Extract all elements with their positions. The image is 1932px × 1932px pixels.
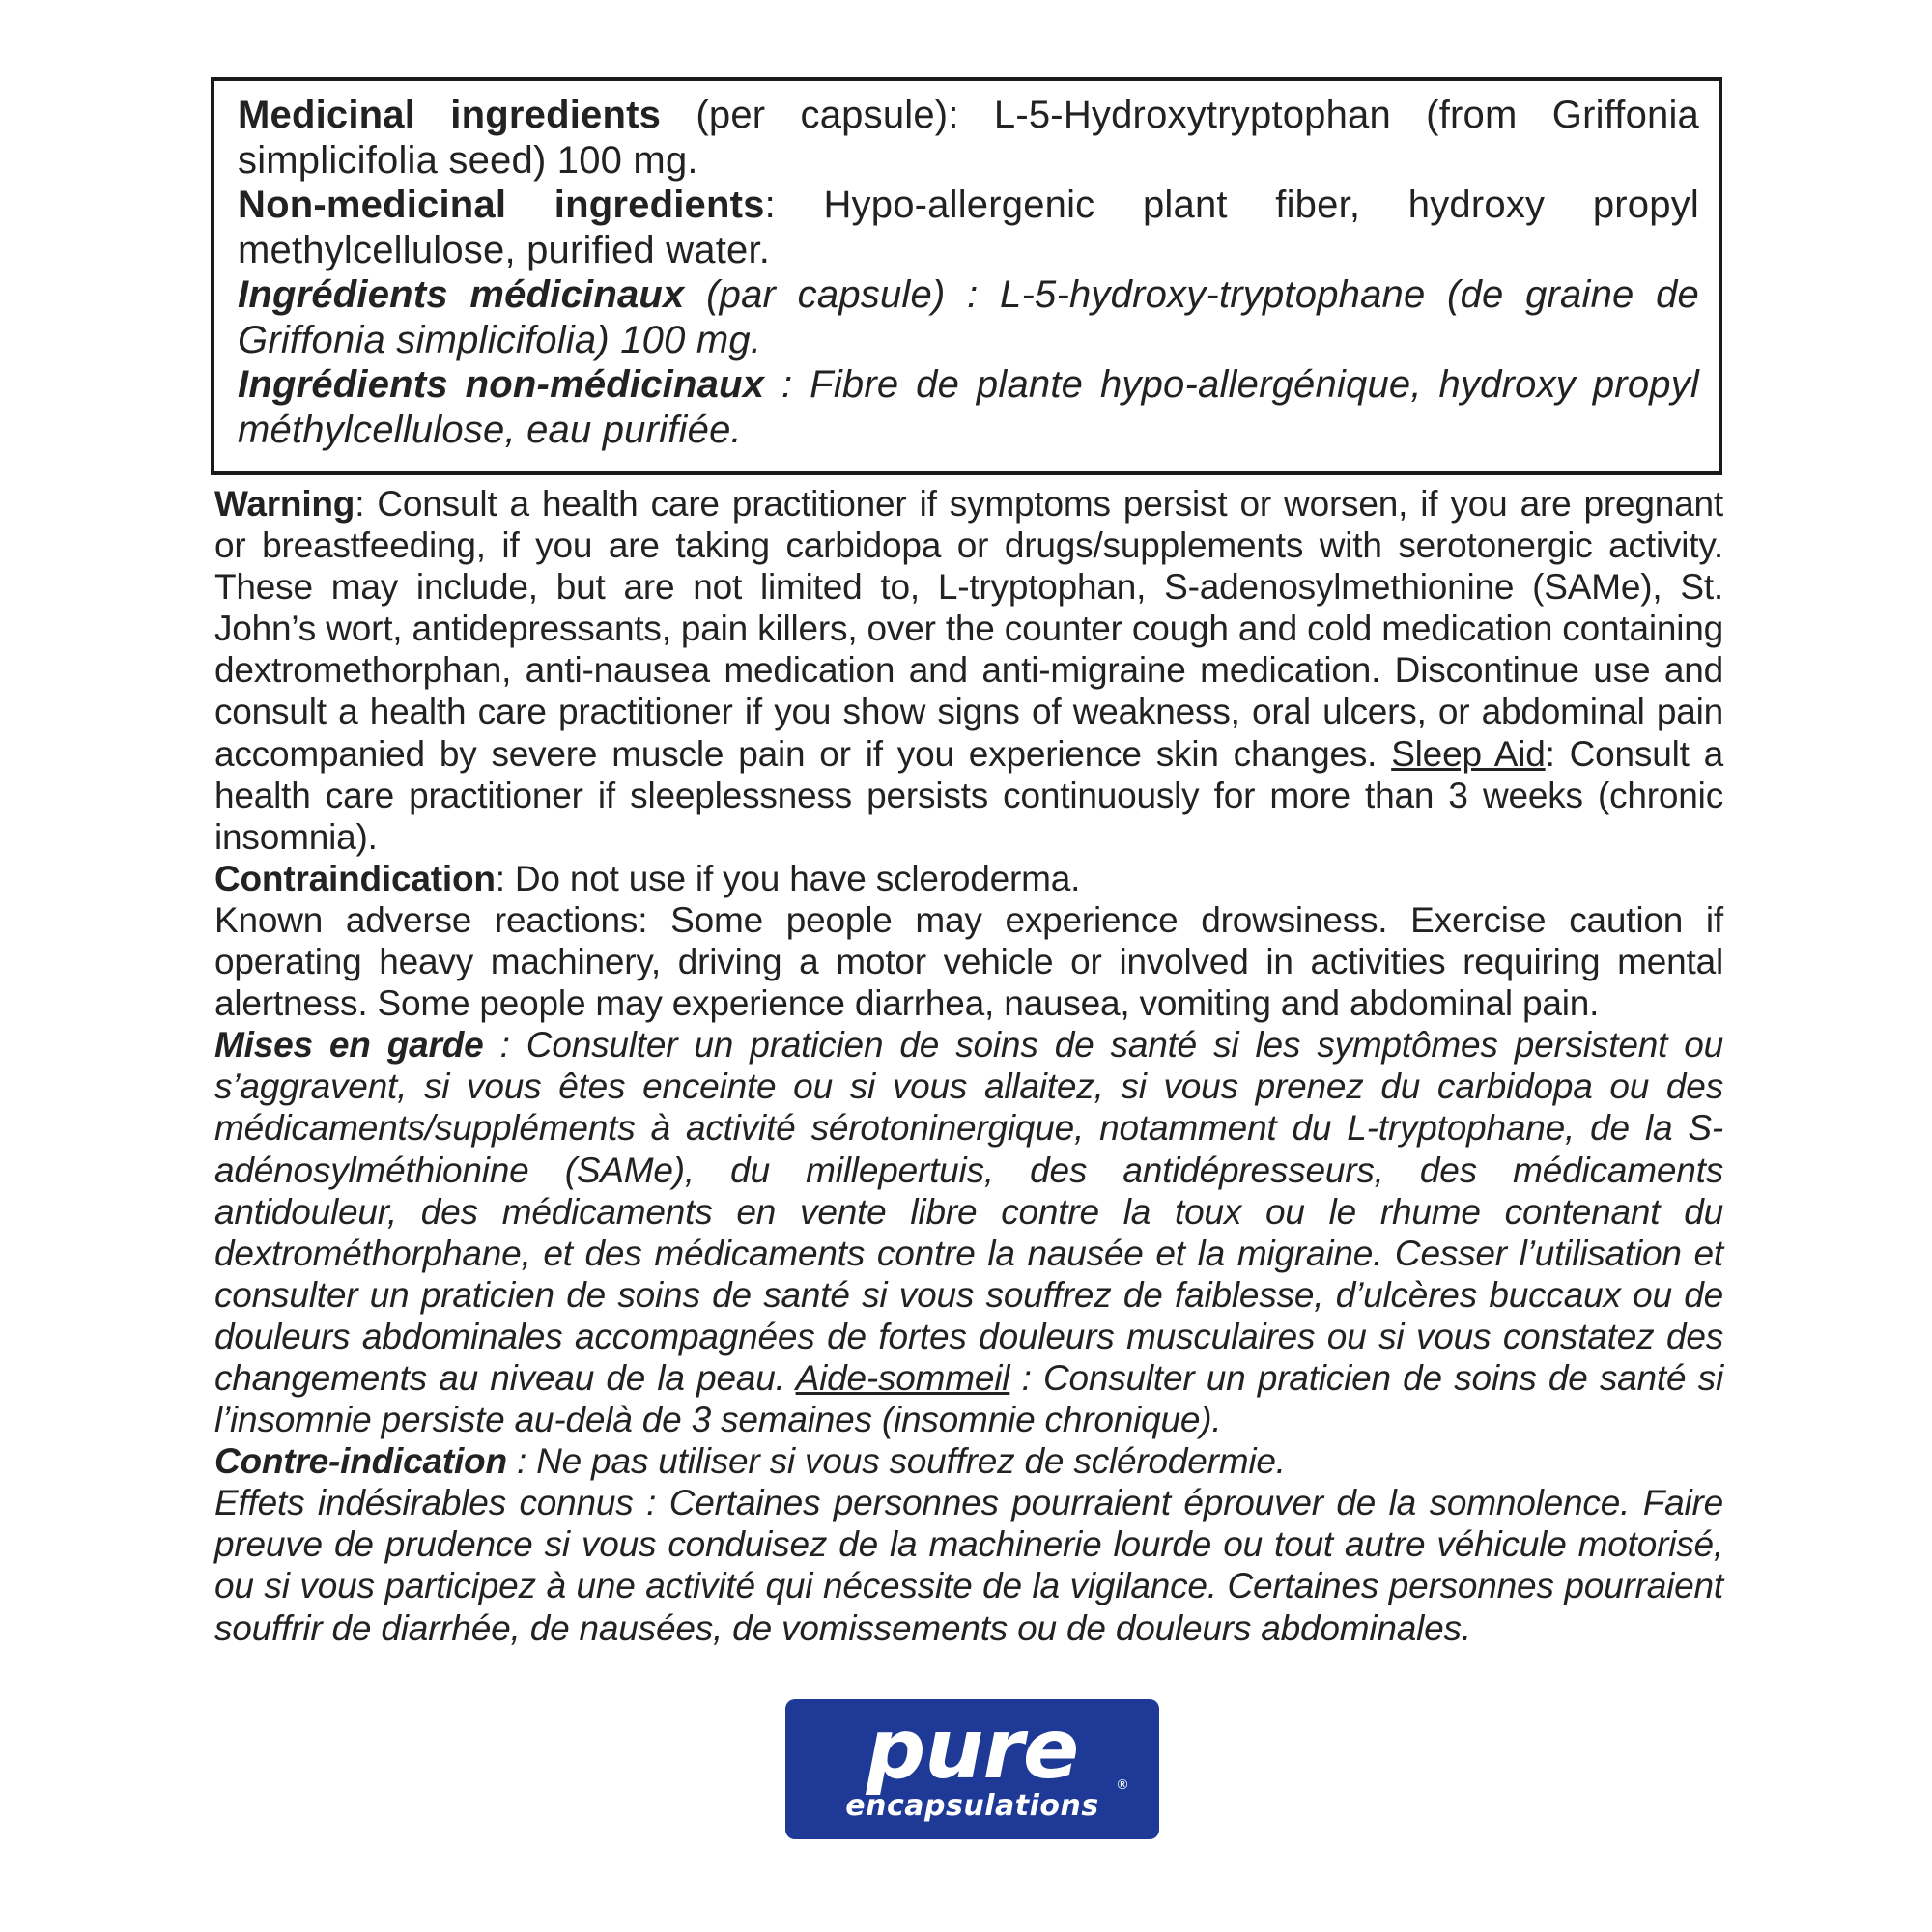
- sleep-aid-en-text: : Consult a health care practitioner if sleeplessness persists continuously for more than 3 weeks (chronic insomnia).: [214, 733, 1724, 857]
- contraindication-fr-text: : Ne pas utiliser si vous souffrez de sclérodermie.: [506, 1441, 1286, 1482]
- contraindication-en-text: : Do not use if you have scleroderma.: [495, 858, 1081, 898]
- sleep-aid-fr-label: Aide-sommeil: [795, 1357, 1010, 1398]
- non-medicinal-ingredients-en-label: Non-medicinal ingredients: [238, 184, 765, 226]
- medicinal-ingredients-en: [238, 93, 1699, 183]
- non-medicinal-ingredients-en-text: : Hypo-allergenic plant fiber, hydroxy propyl methylcellulose, purified water.: [238, 184, 1699, 271]
- contraindication-en: [214, 858, 1723, 899]
- medicinal-ingredients-en-label: Medicinal ingredients: [238, 94, 662, 136]
- contraindication-fr: [214, 1440, 1723, 1482]
- medicinal-ingredients-fr-text: (par capsule) : L-5-hydroxy-tryptophane (de graine de Griffonia simplicifolia) 100 mg.: [238, 273, 1699, 361]
- non-medicinal-ingredients-fr-label: Ingrédients non-médicinaux: [238, 363, 765, 406]
- logo-registered-mark: ®: [1116, 1777, 1129, 1793]
- pure-encapsulations-logo: [785, 1699, 1159, 1839]
- warnings-section: [214, 483, 1723, 1649]
- warning-fr-text: : Consulter un praticien de soins de santé si les symptômes persistent ou s’aggravent, si vous êtes enceinte ou si vous allaitez, si vous prenez du carbidopa ou des médicaments/suppléments à activité sérotoninergique, notamment du L-tryptophane, de la S-adénosylméthionine (SAMe), du millepertuis, des antidépresseurs, des médicaments antidouleur, des médicaments en vente libre contre la toux ou le rhume contenant du dextrométhorphane, et des médicaments contre la nausée et la migraine. Cesser l’utilisation et consulter un praticien de soins de santé si vous souffrez de faiblesse, d’ulcères buccaux ou de douleurs abdominales accompagnées de fortes douleurs musculaires ou si vous constatez des changements au niveau de la peau.: [214, 1025, 1724, 1398]
- logo-subword: encapsulations: [845, 1789, 1099, 1823]
- warning-en: [214, 483, 1723, 858]
- ingredients-box: [211, 77, 1722, 475]
- warning-en-label: Warning: [214, 484, 355, 524]
- logo-word: pure: [866, 1701, 1079, 1798]
- medicinal-ingredients-fr-label: Ingrédients médicinaux: [238, 273, 685, 316]
- medicinal-ingredients-fr: [238, 272, 1699, 362]
- warning-en-text: : Consult a health care practitioner if symptoms persist or worsen, if you are pregnant or breastfeeding, if you are taking carbidopa or drugs/supplements with serotonergic activity. These may include, but are not limited to, L-tryptophan, S-adenosylmethionine (SAMe), St. John’s wort, antidepressants, pain killers, over the counter cough and cold medication containing dextromethorphan, anti-nausea medication and anti-migraine medication. Discontinue use and consult a health care practitioner if you show signs of weakness, oral ulcers, or abdominal pain accompanied by severe muscle pain or if you experience skin changes.: [214, 484, 1723, 774]
- contraindication-fr-label: Contre-indication: [214, 1441, 507, 1482]
- non-medicinal-ingredients-fr: [238, 362, 1699, 452]
- adverse-reactions-fr: Effets indésirables connus : Certaines personnes pourraient éprouver de la somnolence. Faire preuve de prudence si vous conduisez de la machinerie lourde ou tout autre véhicule motorisé, ou si vous participez à une activité qui nécessite de la vigilance. Certaines personnes pourraient souffrir de diarrhée, de nausées, de vomissements ou de douleurs abdominales.: [214, 1483, 1723, 1648]
- contraindication-en-label: Contraindication: [214, 858, 496, 898]
- medicinal-ingredients-en-text: (per capsule): L-5-Hydroxytryptophan (from Griffonia simplicifolia seed) 100 mg.: [238, 94, 1699, 182]
- non-medicinal-ingredients-fr-text: : Fibre de plante hypo-allergénique, hydroxy propyl méthylcellulose, eau purifiée.: [238, 363, 1699, 451]
- warning-fr: [214, 1024, 1723, 1440]
- warning-fr-label: Mises en garde: [214, 1025, 484, 1065]
- sleep-aid-en-label: Sleep Aid: [1391, 733, 1546, 774]
- adverse-reactions-en: Known adverse reactions: Some people may experience drowsiness. Exercise caution if operating heavy machinery, driving a motor vehicle or involved in activities requiring mental alertness. Some people may experience diarrhea, nausea, vomiting and abdominal pain.: [214, 899, 1723, 1024]
- sleep-aid-fr-text: : Consulter un praticien de soins de santé si l’insomnie persiste au-delà de 3 semaines (insomnie chronique).: [214, 1357, 1723, 1440]
- non-medicinal-ingredients-en: [238, 183, 1699, 272]
